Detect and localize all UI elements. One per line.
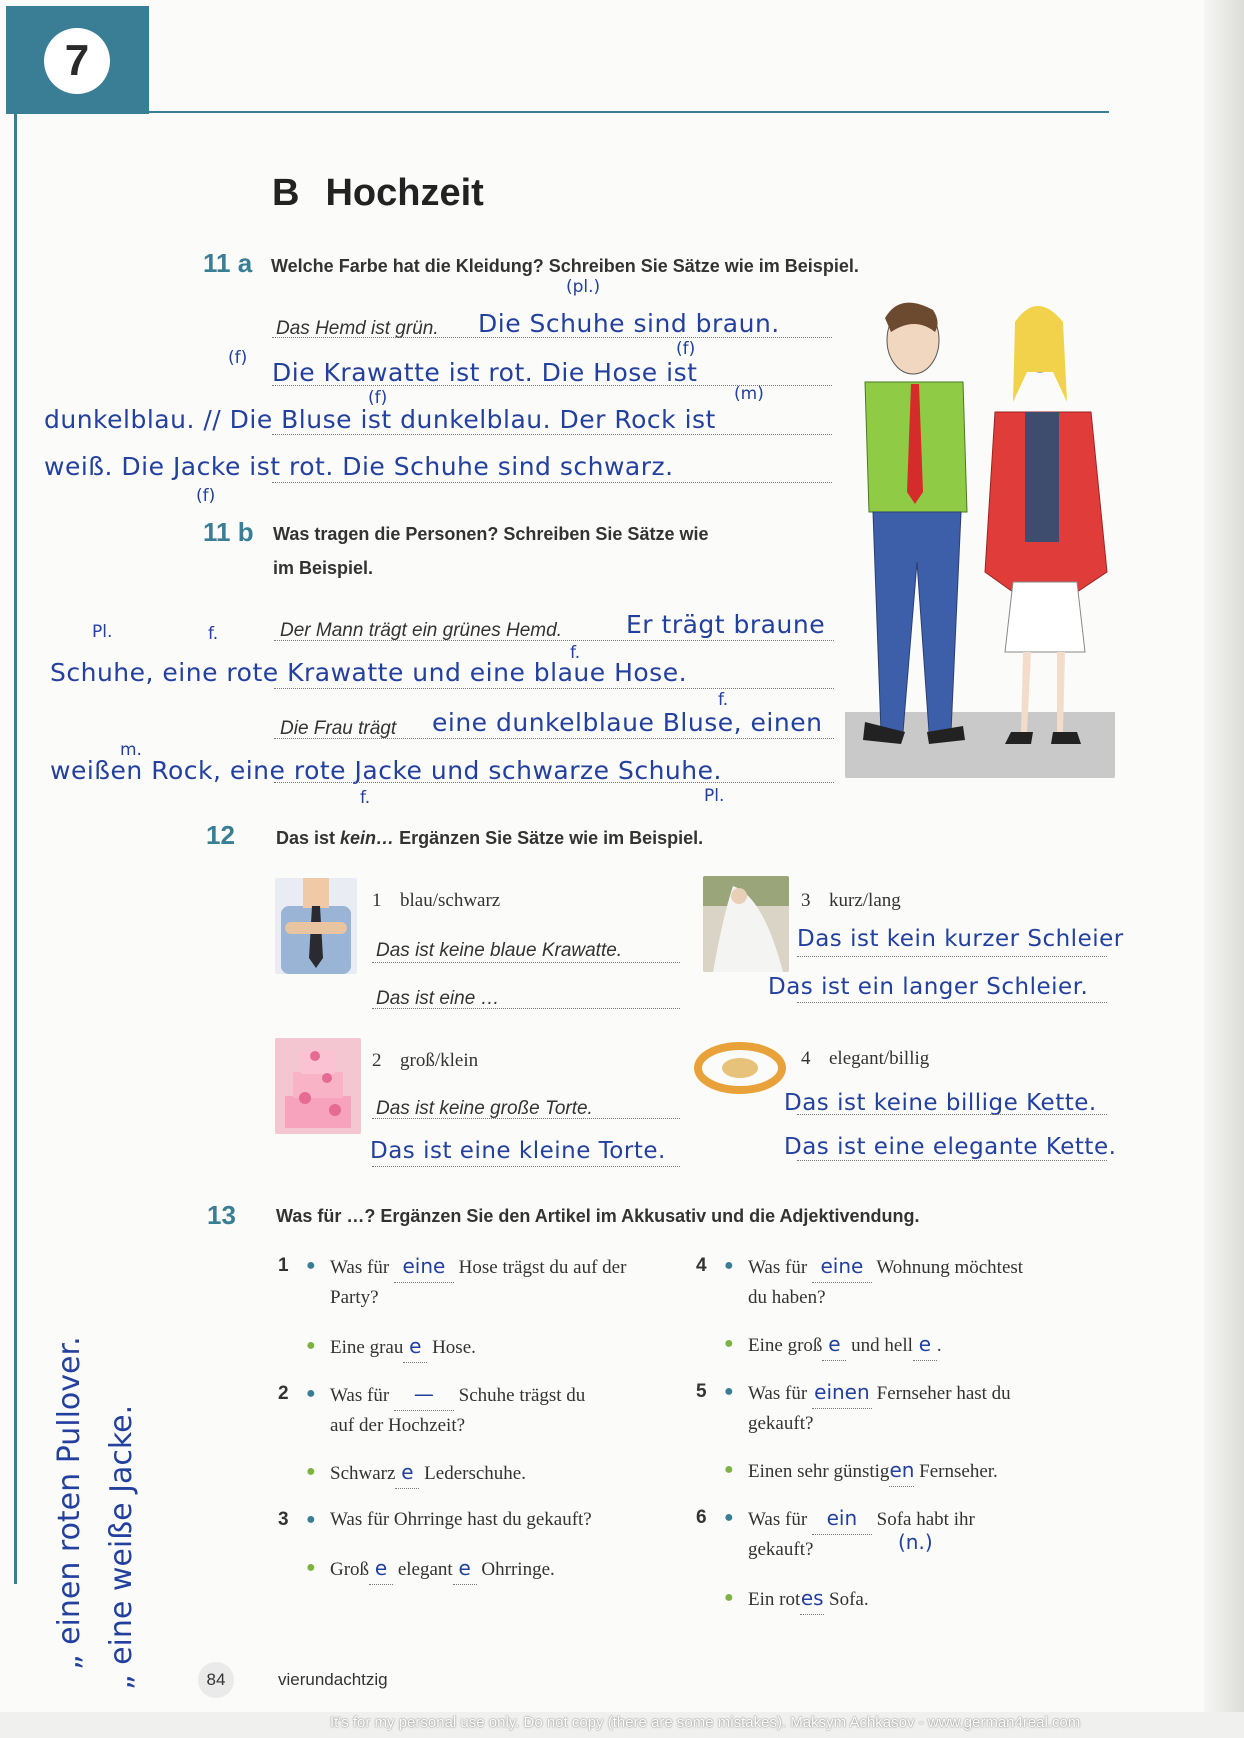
exercise-11a-answer-1[interactable]: Die Schuhe sind braun. [478,309,780,338]
bullet-icon: ● [306,1337,316,1354]
margin-note-1: „ einen roten Pullover. [52,1336,87,1670]
note-feminine: f. [718,690,729,710]
note-feminine: (f) [228,348,248,368]
text-part: Sofa. [824,1589,869,1610]
bullet-icon: ● [724,1257,734,1274]
answer-text [748,1582,869,1616]
chapter-number: 7 [44,28,110,94]
exercise-11b-answer-1[interactable]: Er trägt braune [626,610,826,639]
necklace-photo [692,1040,788,1100]
question-text-cont: auf der Hochzeit? [330,1415,466,1436]
answer-line [372,1008,680,1009]
question-1 [278,1250,678,1320]
ending-gap[interactable]: e [453,1552,477,1585]
note-plural: (pl.) [566,277,601,297]
item-2-example: Das ist keine große Torte. [376,1098,593,1119]
note-masculine: m. [120,740,142,760]
question-text-cont: du haben? [748,1287,826,1308]
item-words: blau/schwarz [400,890,501,911]
exercise-13-instruction: Was für …? Ergänzen Sie den Artikel im Akkusativ und die Adjektivendung. [276,1206,920,1226]
ending-gap[interactable]: es [800,1582,824,1615]
exercise-11b-example-1: Der Mann trägt ein grünes Hemd. [280,620,562,641]
text-part: Was für [748,1257,812,1278]
text-part: Ohrringe. [476,1559,555,1580]
item-number: 3 [801,890,811,911]
article-gap[interactable]: eine [394,1250,454,1283]
note-masculine: (m) [734,384,764,404]
exercise-11a-answer-2[interactable]: Die Krawatte ist rot. Die Hose ist [272,358,698,387]
question-number: 4 [696,1255,707,1276]
answer-line [274,738,834,739]
answer-line [797,1114,1107,1115]
text-part: Lederschuhe. [419,1463,526,1484]
text-part: und hell [846,1335,913,1356]
exercise-11b-instruction-cont: im Beispiel. [273,558,374,578]
question-number: 1 [278,1255,289,1276]
ending-gap[interactable]: e [369,1552,393,1585]
man-woman-illustration [845,292,1115,778]
text-part: elegant [393,1559,453,1580]
veil-photo [703,876,789,972]
note-plural: Pl. [92,622,113,642]
answer-2 [278,1456,678,1490]
question-text [748,1376,1011,1410]
item-number: 1 [372,890,382,911]
question-text [748,1502,975,1536]
answer-text [748,1328,942,1362]
answer-line [274,688,834,689]
answer-line [372,1166,680,1167]
item-1-example: Das ist keine blaue Krawatte. [376,940,623,961]
page-number-word: vierundachtzig [278,1670,388,1689]
note-feminine: f. [570,643,581,663]
bullet-icon: ● [306,1463,316,1480]
bullet-icon: ● [306,1257,316,1274]
item-3-answer-2[interactable]: Das ist ein langer Schleier. [768,974,1089,1000]
note-feminine: f. [360,788,371,808]
answer-1 [278,1330,678,1364]
page-edge-shadow [1204,0,1244,1738]
margin-note-2: „ eine weiße Jacke. [104,1404,139,1690]
question-text [330,1250,626,1284]
text-part: Was für [748,1509,812,1530]
answer-line [372,1118,680,1119]
copyright-note: It's for my personal use only. Do not copy (there are some mistakes). Maksym Achkasov - www.german4real.com [330,1714,1081,1731]
item-3-answer-1[interactable]: Das ist kein kurzer Schleier [797,926,1124,952]
answer-line [797,1002,1107,1003]
question-text-cont: gekauft? [748,1413,814,1434]
answer-line [272,482,832,483]
section-letter: B [272,172,300,214]
note-plural: Pl. [704,786,725,806]
article-gap[interactable]: — [394,1378,454,1411]
exercise-11a-number: 11 a [203,248,253,278]
item-2-answer[interactable]: Das ist eine kleine Torte. [370,1138,666,1164]
exercise-11b-number: 11 b [203,517,254,547]
item-words: groß/klein [400,1050,479,1071]
item-words: elegant/billig [829,1048,930,1069]
question-number: 5 [696,1381,707,1402]
text-part: Schwarz [330,1463,396,1484]
item-4-answer-2[interactable]: Das ist eine elegante Kette. [784,1134,1117,1160]
exercise-11a-instruction: Welche Farbe hat die Kleidung? Schreiben Sie Sätze wie im Beispiel. [271,256,859,276]
exercise-11b-example-2: Die Frau trägt [280,718,397,739]
bullet-icon: ● [306,1385,316,1402]
answer-text [330,1330,476,1364]
text-part: Was für [330,1385,394,1406]
answer-3 [278,1552,678,1586]
exercise-13-number: 13 [207,1200,236,1230]
bullet-icon: ● [724,1589,734,1606]
note-feminine: f. [208,624,219,644]
exercise-11b-answer-3[interactable]: eine dunkelblaue Bluse, einen [432,708,823,737]
instruction-italic: kein… [340,828,395,848]
ending-gap[interactable]: e [822,1328,846,1361]
question-number: 3 [278,1509,289,1530]
section-name: Hochzeit [325,172,484,214]
article-gap[interactable]: ein [812,1502,872,1535]
exercise-12-instruction [276,822,703,855]
ending-gap[interactable]: e [395,1456,419,1489]
page-number: 84 [198,1662,234,1698]
instruction-part: Ergänzen Sie Sätze wie im Beispiel. [394,828,704,848]
article-gap[interactable]: eine [812,1250,872,1283]
text-part: Fernseher hast du [871,1383,1011,1404]
text-part: Was für [330,1257,394,1278]
question-number: 2 [278,1383,289,1404]
text-part: Schuhe trägst du [453,1385,586,1406]
question-text-cont: Party? [330,1287,379,1308]
item-4-answer-1[interactable]: Das ist keine billige Kette. [784,1090,1097,1116]
text-part: Eine groß [748,1335,823,1356]
tie-photo [275,878,357,974]
text-part: Ein rot [748,1589,801,1610]
text-part: Wohnung möchtest [871,1257,1024,1278]
answer-line [372,962,680,963]
exercise-11b-instruction: Was tragen die Personen? Schreiben Sie Sätze wie [273,524,709,544]
section-title [272,172,484,215]
ending-gap[interactable]: en [889,1454,914,1487]
text-part: . [936,1335,942,1356]
header-rule [149,111,1109,113]
bullet-icon: ● [306,1511,316,1528]
exercise-12-number: 12 [206,820,235,850]
question-text [330,1378,585,1412]
answer-5 [696,1454,1116,1488]
item-number: 2 [372,1050,382,1071]
bullet-icon: ● [724,1383,734,1400]
text-part: Fernseher. [914,1461,998,1482]
exercise-11a-answer-3[interactable]: dunkelblau. // Die Bluse ist dunkelblau. Der Rock ist [44,405,716,434]
answer-line [274,640,834,641]
exercise-11b-answer-4[interactable]: weißen Rock, eine rote Jacke und schwarze Schuhe. [50,756,722,785]
question-text: Was für Ohrringe hast du gekauft? [330,1509,592,1530]
instruction-part: Das ist [276,828,341,848]
item-1-example-2: Das ist eine … [376,988,500,1009]
bullet-icon: ● [724,1461,734,1478]
ending-gap[interactable]: e [913,1328,937,1361]
answer-line [272,337,832,338]
question-number: 6 [696,1507,707,1528]
text-part: Eine grau [330,1337,404,1358]
note-feminine: (f) [368,388,388,408]
bullet-icon: ● [724,1509,734,1526]
answer-4 [696,1328,1116,1362]
answer-text [330,1552,555,1586]
question-text [748,1250,1023,1284]
answer-text [330,1456,526,1490]
bullet-icon: ● [306,1559,316,1576]
text-part: Sofa habt ihr [871,1509,975,1530]
exercise-11a-answer-4[interactable]: weiß. Die Jacke ist rot. Die Schuhe sind schwarz. [44,452,674,481]
answer-text [748,1454,998,1488]
text-part: Hose. [427,1337,476,1358]
answer-6 [696,1582,1116,1616]
answer-line [272,434,832,435]
exercise-11b-answer-2[interactable]: Schuhe, eine rote Krawatte und eine blaue Hose. [50,658,688,687]
bullet-icon: ● [724,1335,734,1352]
text-part: Was für [748,1383,812,1404]
question-5 [696,1376,1116,1446]
question-text-cont: gekauft? [748,1539,814,1560]
article-gap[interactable]: einen [812,1376,872,1409]
question-2 [278,1378,678,1448]
note-feminine: (f) [676,339,696,359]
question-4 [696,1250,1116,1320]
note-neuter: (n.) [898,1530,933,1554]
answer-line [797,1160,1107,1161]
ending-gap[interactable]: e [403,1330,427,1363]
cake-photo [275,1038,361,1134]
item-number: 4 [801,1048,811,1069]
note-feminine: (f) [196,486,216,506]
item-words: kurz/lang [829,890,901,911]
question-3 [278,1504,678,1538]
text-part: Einen sehr günstig [748,1461,890,1482]
answer-line [797,956,1107,957]
left-margin-rule [14,114,17,1584]
text-part: Groß [330,1559,370,1580]
text-part: Hose trägst du auf der [453,1257,627,1278]
answer-line [274,782,834,783]
exercise-11a-example: Das Hemd ist grün. [276,318,439,339]
